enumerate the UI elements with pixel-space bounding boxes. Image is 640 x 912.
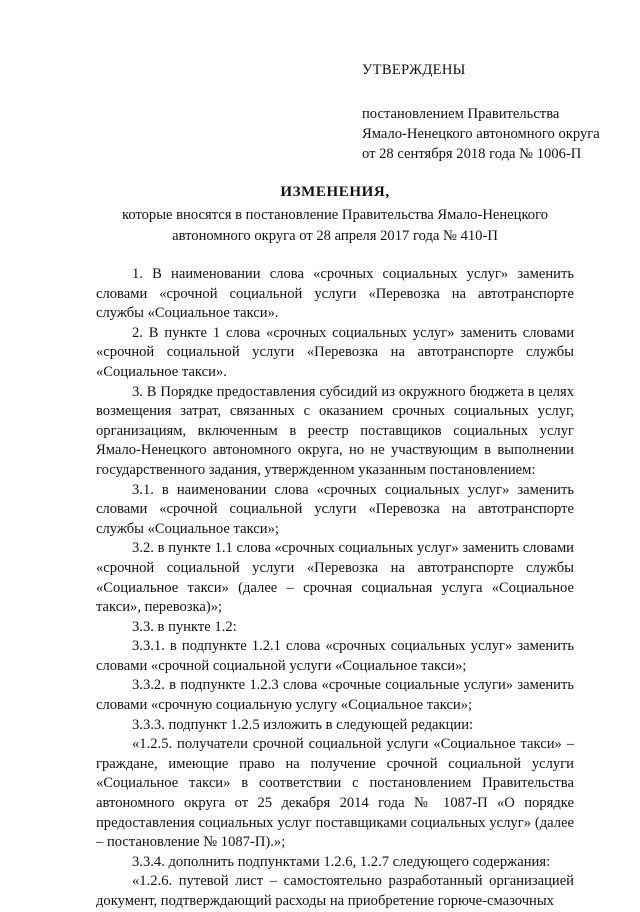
document-heading (96, 182, 574, 247)
approval-line: от 28 сентября 2018 года № 1006-П (362, 146, 582, 162)
approval-line: Ямало-Ненецкого автономного округа (362, 126, 600, 142)
paragraph: 3.3.4. дополнить подпунктами 1.2.6, 1.2.7 следующего содержания: (132, 853, 551, 870)
paragraph: 3. В Порядке предоставления субсидий из окружного бюджета в целях возмещения затрат, связанных с оказанием срочных социальных услуг, организациям, включенным в реестр поставщиков социальных услуг Ямало-Ненецкого автономного округа, но не участвующим в выполнении государственного задания, утвержденном указанным постановлением: (96, 383, 574, 478)
paragraph: 2. В пункте 1 слова «срочных социальных услуг» заменить словами «срочной социальной услуги «Перевозка на автотранспорте службы «Социальное такси». (96, 324, 574, 380)
heading-subtitle-line: автономного округа от 28 апреля 2017 года № 410-П (172, 228, 498, 244)
approval-line: постановлением Правительства (362, 106, 560, 122)
paragraph: 1. В наименовании слова «срочных социальных услуг» заменить словами «срочной социальной услуги «Перевозка на автотранспорте службы «Социальное такси». (96, 266, 574, 322)
paragraph: 3.3.1. в подпункте 1.2.1 слова «срочных социальных услуг» заменить словами «срочной социальной услуги «Социальное такси»; (96, 638, 574, 674)
paragraph: 3.3.3. подпункт 1.2.5 изложить в следующей редакции: (132, 716, 474, 733)
approval-block (362, 60, 600, 164)
paragraph: 3.3. в пункте 1.2: (132, 618, 237, 635)
paragraph: «1.2.5. получатели срочной социальной услуги «Социальное такси» – граждане, имеющие право на получение срочной социальной услуги «Социальное такси» в соответствии с постановлением Правительства автономного округа от 25 декабря 2014 года № 1087-П «О порядке предоставления социальных услуг поставщиками социальных услуг» (далее – постановление № 1087-П).»; (96, 736, 574, 851)
paragraph: «1.2.6. путевой лист – самостоятельно разработанный организацией документ, подтверждающий расходы на приобретение горюче-смазочных (96, 873, 574, 909)
paragraph: 3.1. в наименовании слова «срочных социальных услуг» заменить словами «срочной социальной услуги «Перевозка на автотранспорте службы «Социальное такси»; (96, 481, 574, 537)
paragraph: 3.3.2. в подпункте 1.2.3 слова «срочные социальные услуги» заменить словами «срочную социальную услугу «Социальное такси»; (96, 677, 574, 714)
heading-subtitle-line: которые вносятся в постановление Правительства Ямало-Ненецкого (121, 207, 549, 223)
approval-title: УТВЕРЖДЕНЫ (362, 62, 466, 78)
document-body (96, 265, 574, 912)
paragraph: 3.2. в пункте 1.1 слова «срочных социальных услуг» заменить словами «срочной социальной услуги «Перевозка на автотранспорте службы «Социальное такси» (далее – срочная социальная услуга «Социальное такси», перевозка)»; (96, 540, 574, 616)
heading-title: ИЗМЕНЕНИЯ, (280, 184, 390, 200)
